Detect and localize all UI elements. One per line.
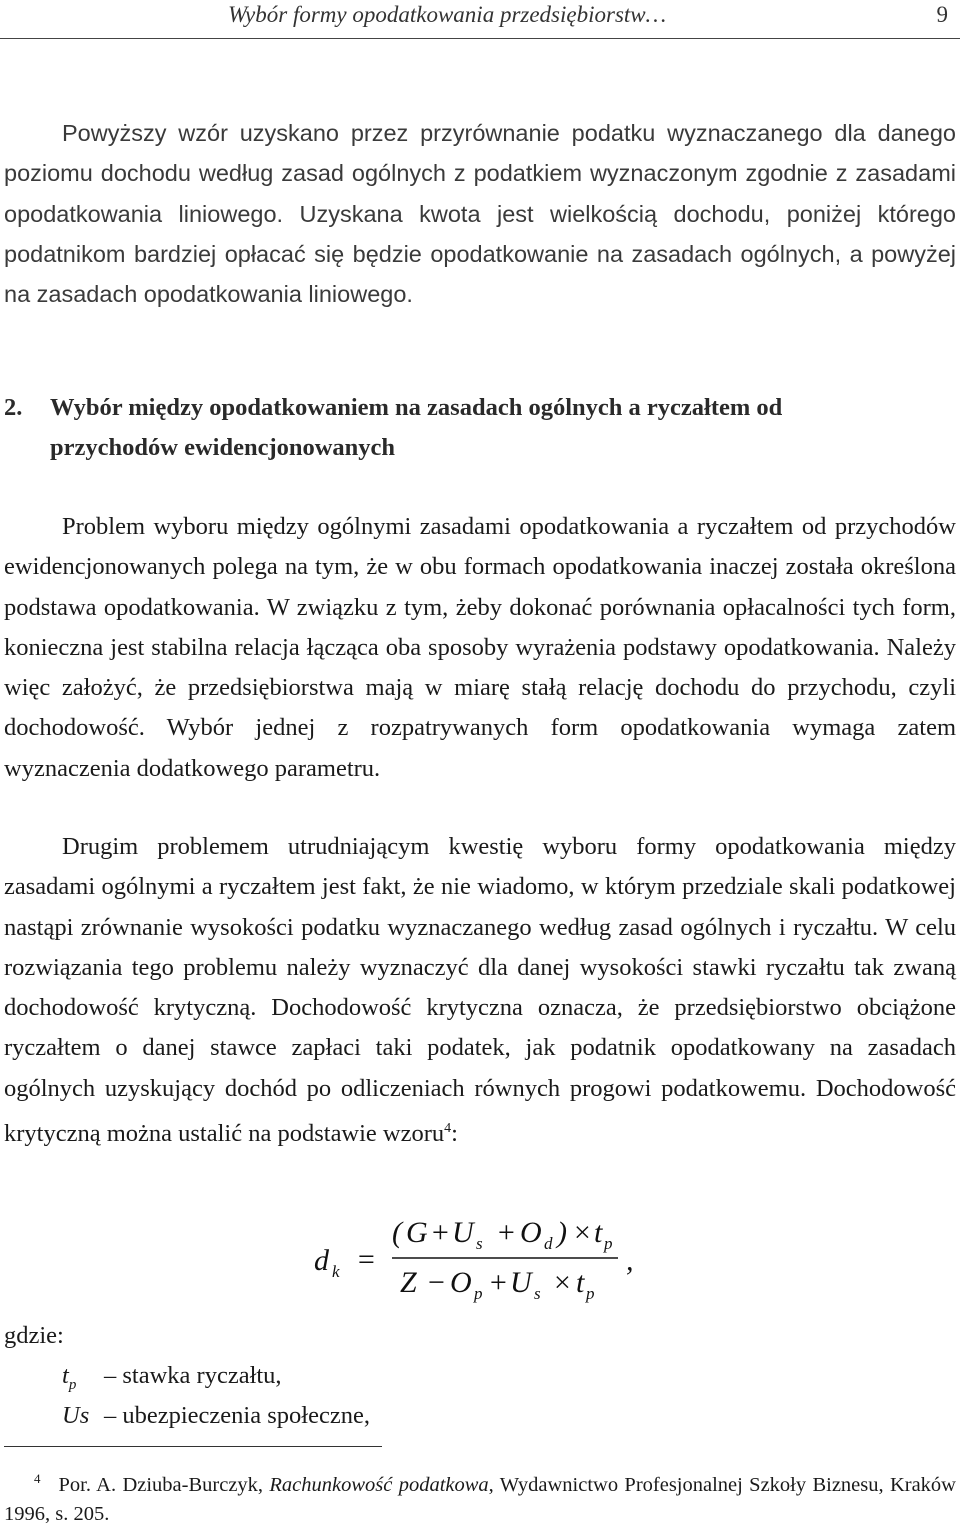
paragraph-3-end: :: [451, 1120, 458, 1148]
footnote-title: Rachunkowość podatkowa: [269, 1473, 489, 1496]
formula-numerator-close: ): [557, 1216, 567, 1249]
formula-den-Z: Z: [400, 1266, 417, 1299]
paragraph-2: Problem wyboru między ogólnymi zasadami opodatkowania a ryczałtem od przychodów ewidencjonowanych polega na tym, że w obu formach opodatkowania inaczej została określona podstawa opodatkowania. W związku z tym, żeby dokonać porównania opłacalności tych form, konieczna jest stabilna relacja łącząca oba sposoby wyrażenia podstawy opodatkowania. Należy więc założyć, że przedsiębiorstwa mają w miarę stałą relację dochodu do przychodu, czyli dochodowość. Wybór jednej z rozpatrywanych form opodatkowania wymaga zatem wyznaczenia dodatkowego parametru.: [4, 513, 956, 782]
section-title: Wybór między opodatkowaniem na zasadach ogólnych a ryczałtem od przychodów ewidencjonowanych: [50, 394, 783, 461]
formula-trailing-comma: ,: [626, 1244, 634, 1277]
running-header: [0, 0, 960, 39]
formula-den-times: ×: [552, 1266, 573, 1299]
definition-symbol: Us: [62, 1402, 90, 1429]
formula-den-minus: −: [426, 1266, 447, 1299]
formula-critical-profitability: [300, 1206, 660, 1306]
formula-numerator-open: (: [392, 1216, 402, 1249]
page-number: 9: [936, 2, 948, 27]
footnote-prefix: Por. A. Dziuba-Burczyk,: [58, 1473, 270, 1496]
footnote: [4, 1464, 956, 1529]
formula-num-t-sub: p: [604, 1234, 613, 1253]
footnote-suffix: , Wydawnictwo Profesjonalnej Szkoły Biznesu, Kraków 1996, s. 205.: [4, 1473, 956, 1525]
paragraph-3: [4, 827, 956, 1155]
footnote-divider: [4, 1446, 382, 1447]
formula-num-U-sub: s: [476, 1234, 483, 1253]
formula-den-t: t: [576, 1266, 585, 1299]
section-heading: [4, 388, 904, 468]
formula-den-U: U: [510, 1266, 532, 1299]
formula-num-U: U: [452, 1216, 474, 1249]
formula-den-t-sub: p: [586, 1284, 595, 1303]
paragraph-1: Powyższy wzór uzyskano przez przyrównanie podatku wyznaczanego dla danego poziomu dochodu według zasad ogólnych z podatkiem wyznaczonym zgodnie z zasadami opodatkowania liniowego. Uzyskana kwota jest wielkością dochodu, poniżej którego podatnikom bardziej opłacać się będzie opodatkowanie na zasadach ogólnych, a powyżej na zasadach opodatkowania liniowego.: [4, 120, 956, 308]
formula-num-plus1: +: [430, 1216, 451, 1249]
definition-text: – stawka ryczałtu,: [104, 1362, 282, 1389]
formula-den-O: O: [450, 1266, 472, 1299]
formula-num-plus2: +: [496, 1216, 517, 1249]
paragraph-3-text: Drugim problemem utrudniającym kwestię wyboru formy opodatkowania między zasadami ogólnymi a ryczałtem jest fakt, że nie wiadomo, w którym przedziale skali podatkowej nastąpi zrównanie wysokości podatku wyznaczanego według zasad ogólnych i ryczałtu. W celu rozwiązania tego problemu należy wyznaczyć dla danej wysokości stawki ryczałtu tak zwaną dochodowość krytyczną. Dochodowość krytyczna oznacza, że przedsiębiorstwo obciążone ryczałtem o danej stawce zapłaci taki podatek, jak podatnik opodatkowany na zasadach ogólnych uzyskujący dochód po odliczeniach równych progowi podatkowemu. Dochodowość krytyczną można ustalić na podstawie wzoru: [4, 833, 956, 1148]
where-label: gdzie:: [4, 1322, 64, 1349]
definition-symbol: $t_p$: [62, 1362, 77, 1393]
formula-den-O-sub: p: [474, 1284, 483, 1303]
formula-num-G: G: [406, 1216, 428, 1249]
footnote-reference: 4: [444, 1121, 452, 1137]
formula-num-t: t: [594, 1216, 603, 1249]
definition-text: – ubezpieczenia społeczne,: [104, 1402, 370, 1429]
formula-den-U-sub: s: [534, 1284, 541, 1303]
footnote-mark: 4: [34, 1471, 41, 1486]
formula-num-times: ×: [572, 1216, 593, 1249]
formula-equals: =: [356, 1243, 377, 1276]
header-title: Wybór formy opodatkowania przedsiębiorstw…: [228, 2, 667, 27]
section-number: 2.: [4, 394, 23, 421]
formula-graphic: [300, 1206, 660, 1306]
formula-den-plus: +: [488, 1266, 509, 1299]
formula-num-O: O: [520, 1216, 542, 1249]
formula-lhs: d: [314, 1244, 329, 1277]
formula-lhs-sub: k: [332, 1262, 340, 1281]
formula-num-O-sub: d: [544, 1234, 553, 1253]
